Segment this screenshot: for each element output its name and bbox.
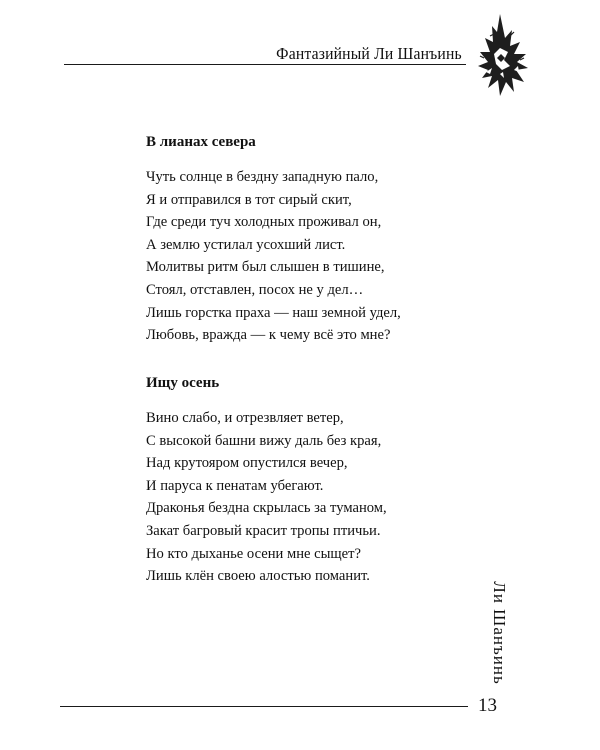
dragon-emblem-icon	[470, 12, 534, 98]
poem-line: Лишь горстка праха — наш земной удел,	[146, 304, 401, 321]
side-author-text: Ли Шанъинь	[490, 581, 509, 685]
poem-in-northern-lianas	[146, 132, 401, 347]
poem-title: В лианах севера	[146, 134, 256, 150]
poem-line: Стоял, отставлен, посох не у дел…	[146, 281, 364, 298]
poem-line: И паруса к пенатам убегают.	[146, 477, 324, 494]
poem-line: А землю устилал усохший лист.	[146, 236, 346, 253]
header-title: Фантазийный Ли Шанъинь	[276, 44, 462, 63]
poem-line: Но кто дыханье осени мне сыщет?	[146, 545, 362, 562]
poem-line: Чуть солнце в бездну западную пало,	[146, 169, 379, 185]
poem-line: Драконья бездна скрылась за туманом,	[146, 500, 387, 517]
page-number: 13	[478, 695, 497, 716]
poem-lines	[146, 166, 401, 347]
poem-line: С высокой башни вижу даль без края,	[146, 432, 382, 449]
poem-line: Я и отправился в тот сирый скит,	[146, 191, 352, 208]
poem-line: Лишь клён своею алостью поманит.	[146, 568, 370, 585]
poem-line: Закат багровый красит тропы птичьи.	[146, 522, 381, 539]
poem-seeking-autumn	[146, 373, 387, 588]
poem-line: Вино слабо, и отрезвляет ветер,	[146, 410, 344, 426]
poem-line: Молитвы ритм был слышен в тишине,	[146, 259, 385, 276]
poem-line: Над крутояром опустился вечер,	[146, 455, 348, 472]
footer-rule	[60, 706, 468, 707]
header-rule	[64, 64, 466, 65]
poem-line: Любовь, вражда — к чему всё это мне?	[146, 327, 391, 344]
poem-line: Где среди туч холодных проживал он,	[146, 214, 382, 231]
side-author-label	[484, 580, 514, 686]
poem-title: Ищу осень	[146, 375, 220, 391]
poem-lines	[146, 407, 387, 588]
